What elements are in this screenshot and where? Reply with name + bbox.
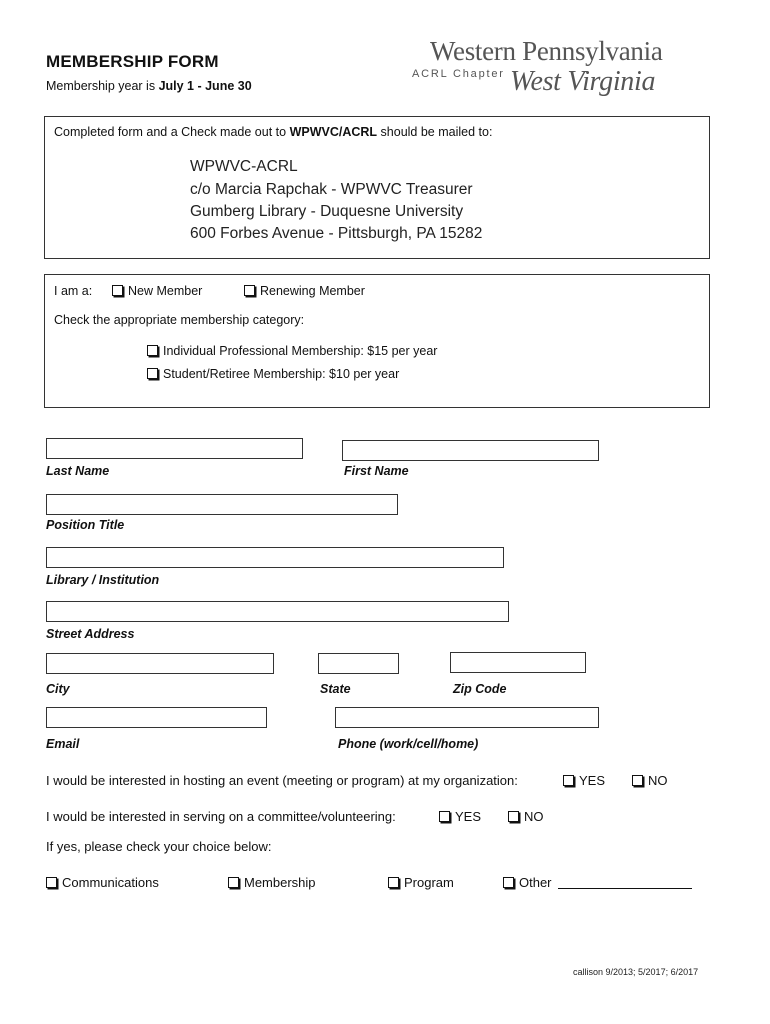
membership-checkbox[interactable] (228, 877, 239, 888)
new-member-option[interactable] (112, 284, 202, 298)
choice-program[interactable] (388, 875, 454, 890)
address-line-4: 600 Forbes Avenue - Pittsburgh, PA 15282 (190, 225, 483, 242)
i-am-label: I am a: (54, 284, 93, 298)
last-name-field[interactable] (46, 438, 303, 459)
renewing-member-label: Renewing Member (260, 284, 365, 298)
category-prompt: Check the appropriate membership category: (54, 313, 305, 327)
committee-yes-checkbox[interactable] (439, 811, 450, 822)
mailing-intro-suffix: should be mailed to: (380, 125, 493, 139)
library-institution-field[interactable] (46, 547, 504, 568)
state-field[interactable] (318, 653, 399, 674)
choice-other[interactable] (503, 875, 692, 890)
revision-note: callison 9/2013; 5/2017; 6/2017 (573, 967, 699, 977)
membership-label: Membership (244, 875, 316, 890)
program-label: Program (404, 875, 454, 890)
category-professional-label: Individual Professional Membership: $15 per year (163, 344, 438, 358)
category-student-checkbox[interactable] (147, 368, 158, 379)
mailing-intro-prefix: Completed form and a Check made out to (54, 125, 287, 139)
position-title-field[interactable] (46, 494, 398, 515)
state-label: State (320, 682, 351, 696)
membership-year (46, 79, 252, 93)
committee-question: I would be interested in serving on a committee/volunteering: (46, 809, 396, 824)
choice-membership[interactable] (228, 875, 316, 890)
address-line-2: c/o Marcia Rapchak - WPWVC Treasurer (190, 181, 473, 198)
form-title: MEMBERSHIP FORM (46, 52, 219, 71)
other-label: Other (519, 875, 552, 890)
first-name-field[interactable] (342, 440, 599, 461)
logo-western-pennsylvania: Western Pennsylvania (430, 36, 663, 66)
street-address-label: Street Address (46, 627, 135, 641)
last-name-label: Last Name (46, 464, 110, 478)
city-label: City (46, 682, 70, 696)
library-institution-label: Library / Institution (46, 573, 160, 587)
category-student-label: Student/Retiree Membership: $10 per year (163, 367, 400, 381)
membership-year-dates: July 1 - June 30 (158, 79, 252, 93)
category-professional-checkbox[interactable] (147, 345, 158, 356)
other-checkbox[interactable] (503, 877, 514, 888)
program-checkbox[interactable] (388, 877, 399, 888)
position-title-label: Position Title (46, 518, 125, 532)
hosting-question: I would be interested in hosting an event (meeting or program) at my organization: (46, 773, 518, 788)
hosting-no-checkbox[interactable] (632, 775, 643, 786)
hosting-yes-checkbox[interactable] (563, 775, 574, 786)
address-line-1: WPWVC-ACRL (190, 158, 298, 175)
phone-label: Phone (work/cell/home) (338, 737, 479, 751)
hosting-no-option[interactable] (632, 773, 668, 788)
hosting-yes-label: YES (579, 773, 606, 788)
committee-no-checkbox[interactable] (508, 811, 519, 822)
phone-field[interactable] (335, 707, 599, 728)
committee-no-label: NO (524, 809, 544, 824)
email-field[interactable] (46, 707, 267, 728)
zip-code-field[interactable] (450, 652, 586, 673)
renewing-member-option[interactable] (244, 284, 365, 298)
committee-yes-label: YES (455, 809, 482, 824)
other-blank-line[interactable] (558, 876, 692, 889)
zip-code-label: Zip Code (453, 682, 507, 696)
communications-label: Communications (62, 875, 159, 890)
renewing-member-checkbox[interactable] (244, 285, 255, 296)
committee-yes-option[interactable] (439, 809, 481, 824)
if-yes-prompt: If yes, please check your choice below: (46, 839, 272, 854)
logo-acrl-chapter: ACRL Chapter (412, 68, 505, 80)
hosting-yes-option[interactable] (563, 773, 605, 788)
committee-no-option[interactable] (508, 809, 544, 824)
category-student-option[interactable] (147, 367, 399, 381)
logo-west-virginia: West Virginia (510, 66, 656, 97)
email-label: Email (46, 737, 80, 751)
category-professional-option[interactable] (147, 344, 437, 358)
city-field[interactable] (46, 653, 274, 674)
membership-year-prefix: Membership year is (46, 79, 156, 93)
address-line-3: Gumberg Library - Duquesne University (190, 203, 464, 220)
choice-communications[interactable] (46, 875, 159, 890)
hosting-no-label: NO (648, 773, 668, 788)
street-address-field[interactable] (46, 601, 509, 622)
mailing-intro (54, 125, 492, 139)
new-member-label: New Member (128, 284, 203, 298)
first-name-label: First Name (344, 464, 409, 478)
new-member-checkbox[interactable] (112, 285, 123, 296)
mailing-payee: WPWVC/ACRL (289, 125, 378, 139)
communications-checkbox[interactable] (46, 877, 57, 888)
